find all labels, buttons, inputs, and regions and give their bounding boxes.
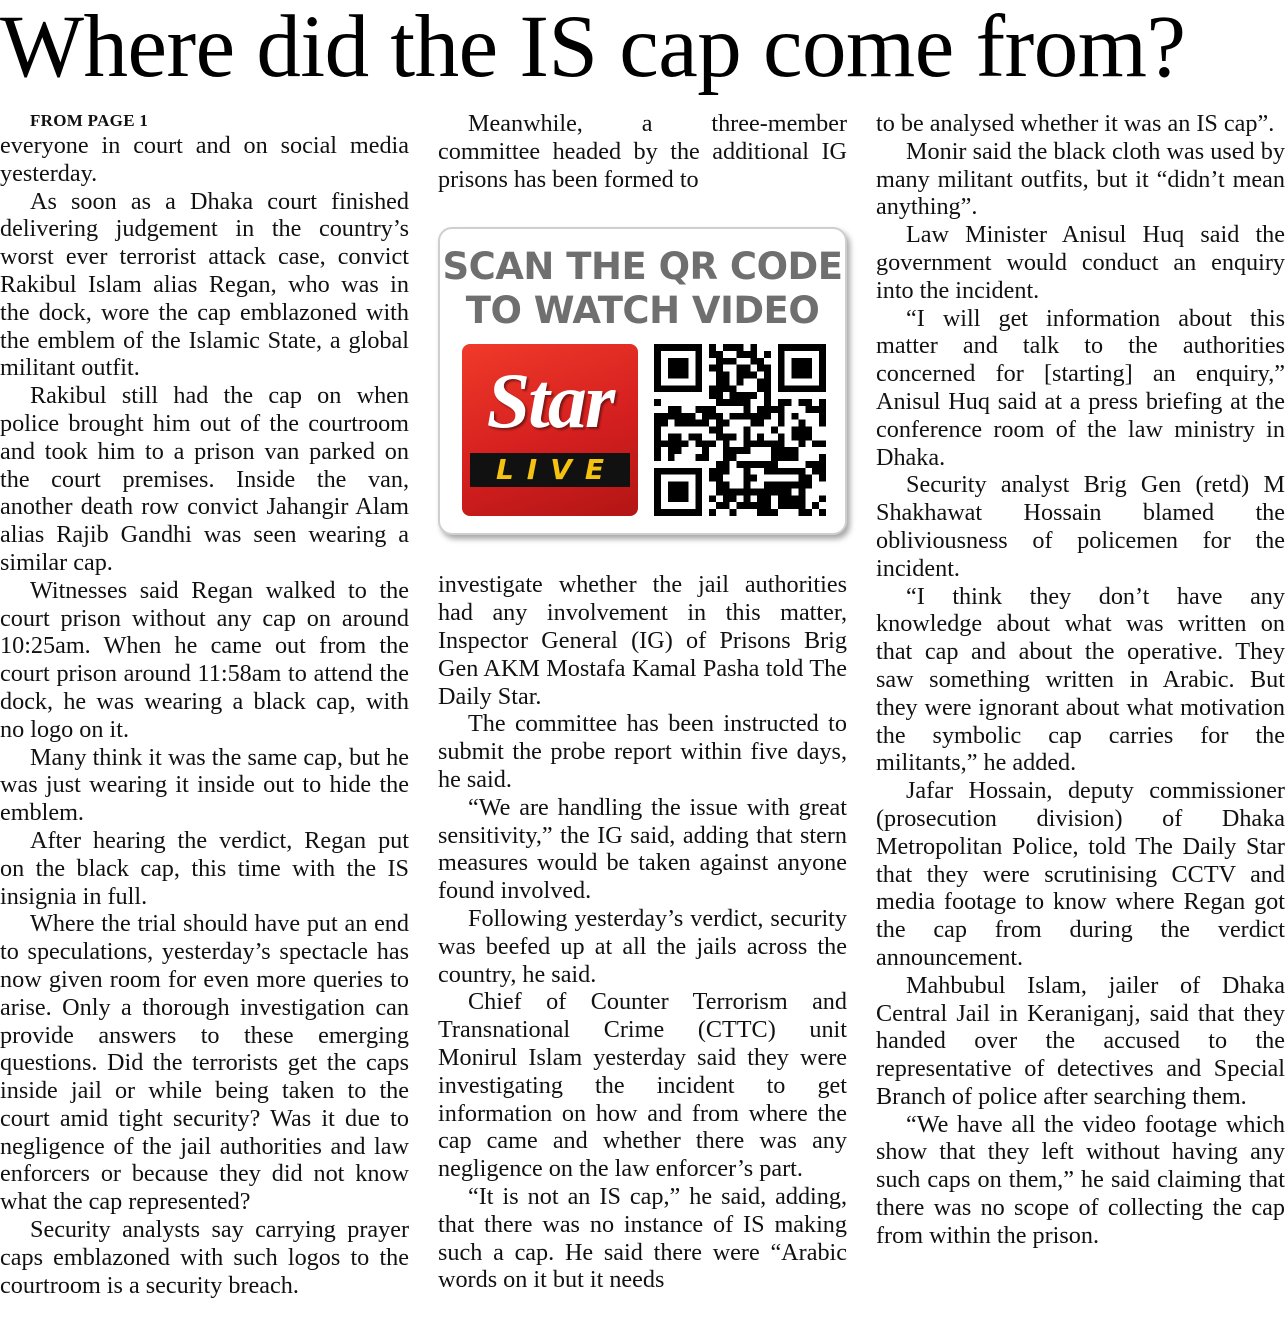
paragraph: everyone in court and on social media yesterday. <box>0 132 409 187</box>
qr-promo-line1: SCAN THE QR CODE <box>442 245 843 289</box>
paragraph: Rakibul still had the cap on when police brought him out of the courtroom and took him to a prison van parked on the court premises. Inside the van, another death row convict Jahangir Alam alias Rajib Gandhi was seen wearing a similar cap. <box>0 382 409 576</box>
paragraph: “We are handling the issue with great sensitivity,” the IG said, adding that stern measures would be taken against anyone found involved. <box>438 793 847 905</box>
paragraph: investigate whether the jail authorities had any involvement in this matter, Inspector General (IG) of Prisons Brig Gen AKM Mostafa Kamal Pasha told The Daily Star. <box>438 571 847 710</box>
paragraph: “It is not an IS cap,” he said, adding, that there was no instance of IS making such a cap. He said there were “Arabic words on it but it needs <box>438 1182 847 1294</box>
paragraph: Chief of Counter Terrorism and Transnational Crime (CTTC) unit Monirul Islam yesterday said they were investigating the incident to get information on how and from where the cap came and whether there was any negligence on the law enforcer’s part. <box>438 988 847 1183</box>
star-live-logo <box>462 344 638 516</box>
live-logo-text: LIVE <box>470 453 630 487</box>
paragraph: Witnesses said Regan walked to the court prison without any cap on around 10:25am. When he came out from the court prison around 11:58am to attend the dock, he was wearing a black cap, with no logo on it. <box>0 576 409 743</box>
qr-promo-title <box>440 245 845 333</box>
paragraph: “I think they don’t have any knowledge about what was written on that cap and about the operative. They saw something written in Arabic. But they were ignorant about what motivation the symbolic cap carries for the militants,” he added. <box>876 582 1285 777</box>
qr-promo-box[interactable] <box>438 227 847 535</box>
star-logo-text: Star <box>486 357 614 445</box>
paragraph: Security analyst Brig Gen (retd) M Shakhawat Hossain blamed the obliviousness of policemen for the incident. <box>876 471 1285 582</box>
column-2-lower <box>438 571 847 1294</box>
qr-code-icon[interactable] <box>654 344 826 516</box>
paragraph: Monir said the black cloth was used by many militant outfits, but it “didn’t mean anything”. <box>876 137 1285 221</box>
headline: Where did the IS cap come from? <box>0 0 1186 96</box>
paragraph: “We have all the video footage which show that they left without having any such caps on them,” he said claiming that there was no scope of collecting the cap from within the prison. <box>876 1110 1285 1249</box>
column-3 <box>876 110 1285 1250</box>
paragraph: Following yesterday’s verdict, security was beefed up at all the jails across the country, he said. <box>438 904 847 988</box>
paragraph: Many think it was the same cap, but he was just wearing it inside out to hide the emblem. <box>0 743 409 827</box>
paragraph: The committee has been instructed to submit the probe report within five days, he said. <box>438 710 847 793</box>
paragraph: Meanwhile, a three-member committee headed by the additional IG prisons has been formed to <box>438 110 847 193</box>
paragraph: Mahbubul Islam, jailer of Dhaka Central Jail in Keraniganj, said that they handed over the accused to the representative of detectives and Special Branch of police after searching them. <box>876 971 1285 1110</box>
paragraph: After hearing the verdict, Regan put on the black cap, this time with the IS insignia in full. <box>0 826 409 910</box>
paragraph: Security analysts say carrying prayer caps emblazoned with such logos to the courtroom is a security breach. <box>0 1216 409 1299</box>
paragraph: to be analysed whether it was an IS cap”. <box>876 110 1275 137</box>
kicker: FROM PAGE 1 <box>30 111 149 130</box>
paragraph: As soon as a Dhaka court finished delivering judgement in the country’s worst ever terrorist attack case, convict Rakibul Islam alias Regan, who was in the dock, wore the cap emblazoned with the emblem of the Islamic State, a global militant outfit. <box>0 187 409 382</box>
qr-promo-line2: TO WATCH VIDEO <box>465 289 820 333</box>
paragraph: Law Minister Anisul Huq said the government would conduct an enquiry into the incident. <box>876 221 1285 304</box>
column-2 <box>438 110 847 1294</box>
paragraph: Where the trial should have put an end to speculations, yesterday’s spectacle has now given room for even more queries to arise. Only a thorough investigation can provide answers to these emerging questions. Did the terrorists get the caps inside jail or while being taken to the court amid tight security? Was it due to negligence of the jail authorities and law enforcers or because they did not know what the cap represented? <box>0 910 409 1216</box>
paragraph: Jafar Hossain, deputy commissioner (prosecution division) of Dhaka Metropolitan Police, told The Daily Star that they were scrutinising CCTV and media footage to know where Regan got the cap from during the verdict announcement. <box>876 777 1285 971</box>
column-1 <box>0 110 409 1299</box>
paragraph: “I will get information about this matter and talk to the authorities concerned for [starting] an enquiry,” Anisul Huq said at a press briefing at the conference room of the law ministry in Dhaka. <box>876 304 1285 471</box>
